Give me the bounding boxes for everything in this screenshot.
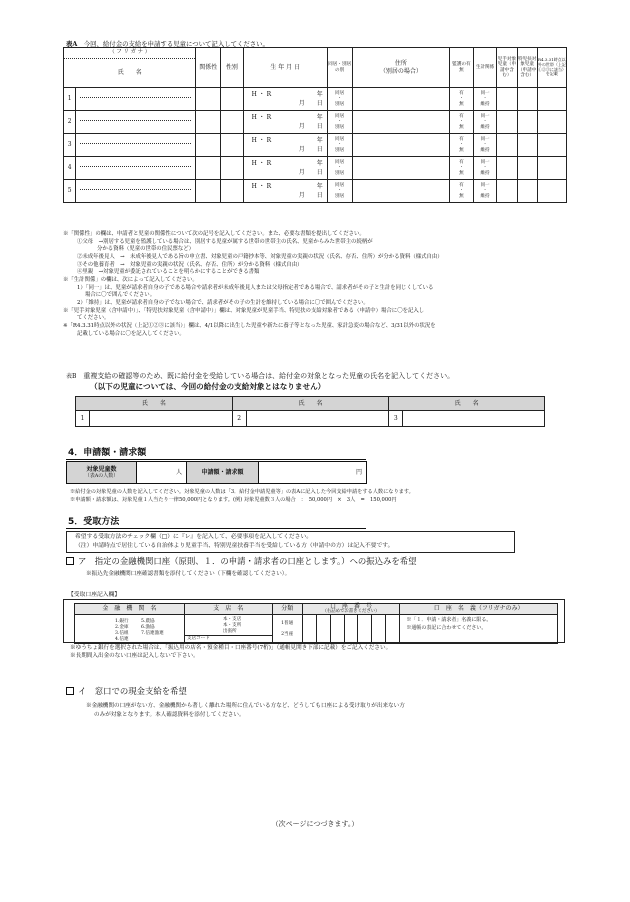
prior-child-name-field[interactable]	[246, 411, 389, 427]
amount-field[interactable]: 円	[259, 462, 367, 484]
address-cell[interactable]	[352, 134, 450, 157]
row-number: 1	[64, 88, 76, 111]
relation-cell[interactable]	[196, 157, 221, 180]
cohab-cell[interactable]: 同居 ・ 別居	[327, 111, 352, 134]
account-digit-3[interactable]	[330, 615, 344, 644]
note-line: ※申請額・請求額は、対象児童１人当たり一律50,000円となります。(例) 対象児童数３人の場合 ： 50,000円 × 3人 = 150,000円	[70, 496, 397, 503]
note-line: ※「関係性」の欄は、申請者と児童の関係性について次の記号を記入してください。また、必要な書類を提出してください。	[63, 231, 365, 237]
custody-cell[interactable]: 有 ・ 無	[450, 134, 474, 157]
note-line: 場合に〇で囲んでください。	[85, 292, 156, 299]
livelihood-cell[interactable]: 同一 ・ 維持	[473, 111, 497, 134]
table-b	[75, 396, 545, 427]
special-allowance-cell[interactable]	[517, 134, 537, 157]
bank-name-header: 金 融 機 関 名	[75, 604, 185, 615]
table-row	[64, 134, 567, 157]
gender-cell[interactable]	[221, 134, 243, 157]
note-line: 2）「維持」は、児童が請求者自身の子でない場合で、請求者がその子の生計を維持している場合に〇で囲んでください。	[77, 300, 369, 307]
table-row	[64, 88, 567, 111]
gender-cell[interactable]	[221, 111, 243, 134]
account-holder-field[interactable]: ※「１．申請・請求者」名義に限る。 ※通帳の表記に合わせてください。	[400, 615, 558, 644]
note-line: ※「児手対象児童（含申請中）」、「特児扶対象児童（含申請中）」欄は、対象児童が児童手当、特児扶の支給対象者である（申請中）場合に〇を記入し	[63, 307, 425, 314]
note-line: 1）「同一」は、児童が請求者自身の子である場合や請求者が未成年後見人または父母指定者である場合で、請求者がその子と生計を同じくしている	[77, 284, 434, 291]
address-sub: （別居の場合）	[379, 67, 422, 75]
table-a-notes	[63, 231, 573, 338]
note-line: 記載している場合に〇を記入してください。	[77, 330, 185, 337]
address-cell[interactable]	[352, 180, 450, 203]
child-count-field[interactable]: 人	[137, 462, 187, 484]
section-4-title: 4．申請額・請求額	[68, 448, 147, 458]
other-status-cell[interactable]	[537, 180, 566, 203]
other-status-cell[interactable]	[537, 111, 566, 134]
row-number: 5	[64, 180, 76, 203]
branch-name-field[interactable]: 本・支店 本・支所 出張所 支店コード	[184, 615, 272, 644]
name-cell[interactable]	[76, 111, 196, 134]
dob-header: 生 年 月 日	[243, 48, 327, 88]
address-cell[interactable]	[352, 157, 450, 180]
name-header: 氏 名	[117, 68, 142, 76]
account-number-header: 口 座 番 号	[329, 603, 372, 610]
special-allowance-header: 特児扶対象児童（申請中含む）	[517, 48, 537, 88]
row-number: 1	[76, 411, 90, 427]
note-line: ※ゆうちょ銀行を選択された場合は、「振込用の店名・預金種目・口座番号(7桁)」（通帳見開き下部に記載）をご記入ください。	[70, 645, 392, 651]
dob-cell[interactable]: H ・ R 年 月 日	[243, 157, 327, 180]
child-allowance-cell[interactable]	[497, 180, 517, 203]
name-cell[interactable]	[76, 157, 196, 180]
special-allowance-cell[interactable]	[517, 111, 537, 134]
note-line: ※長期間入出金のない口座は記入しないで下さい。	[70, 653, 199, 660]
name-cell[interactable]	[76, 88, 196, 111]
furigana-header: （ フ リ ガ ナ ）	[64, 49, 195, 59]
amount-table	[66, 461, 367, 484]
bank-transfer-checkbox[interactable]	[66, 557, 74, 565]
note-line: のみが対象となります。本人確認資料を添付してください。	[94, 711, 245, 718]
prior-child-name-field[interactable]	[403, 411, 545, 427]
livelihood-cell[interactable]: 同一 ・ 維持	[473, 157, 497, 180]
note-line: ②未成年後見人 → 未成年後見人である旨の申立書、対象児童の戸籍抄本等、対象児童の実親の状況（氏名、存否、住所）が分かる資料（様式自由）	[77, 254, 443, 261]
livelihood-cell[interactable]: 同一 ・ 維持	[473, 180, 497, 203]
address-cell[interactable]	[352, 111, 450, 134]
prior-child-name-field[interactable]	[89, 411, 232, 427]
note-line: ③その他養育者 → 対象児童の実親の状況（氏名、存否、住所）が分かる資料（様式自由）	[77, 261, 303, 268]
special-allowance-cell[interactable]	[517, 180, 537, 203]
continued-footer: （次ページにつづきます。）	[271, 820, 359, 828]
dob-cell[interactable]: H ・ R 年 月 日	[243, 180, 327, 203]
row-number: 3	[64, 134, 76, 157]
account-digit-4[interactable]	[344, 615, 358, 644]
bank-notes	[70, 644, 391, 660]
bank-name-field[interactable]: 1.銀行 5.農協 2.金庫 6.漁協 3.信組 7.信連漁連 4.信連	[75, 615, 185, 644]
relation-cell[interactable]	[196, 88, 221, 111]
row-number: 4	[64, 157, 76, 180]
cohab-cell[interactable]: 同居 ・ 別居	[327, 88, 352, 111]
bank-transfer-note: ※振込先金融機関口座確認書類を添付してください（下欄を確認してください）。	[86, 571, 291, 577]
note-line: ①父母 →別居する児童を監護している場合は、別居する児童が属する世帯の世帯主の氏名、児童からみた世帯主の続柄が	[77, 238, 373, 245]
other-status-cell[interactable]	[537, 157, 566, 180]
dob-cell[interactable]: H ・ R 年 月 日	[243, 111, 327, 134]
note-line: 分かる資料（児童の世帯の住民票など）	[97, 246, 195, 253]
dob-cell[interactable]: H ・ R 年 月 日	[243, 88, 327, 111]
other-status-header: R4.3.31時点以外の世帯（上記①②③に該当）を記載	[537, 48, 566, 88]
name-header: 氏 名	[389, 397, 545, 411]
receipt-instructions: 希望する受取方法のチェック欄（□）に『レ』を記入して、必要事項を記入してください。 （注）申請時点で居住している自治体より児童手当、特別児童扶養手当を受給している方（申請中の方）は記入不要です。	[66, 531, 515, 553]
gender-cell[interactable]	[221, 180, 243, 203]
section-5-title: 5．受取方法	[68, 517, 120, 527]
table-row	[64, 157, 567, 180]
child-allowance-header: 児手対象児童（申請中含む）	[497, 48, 517, 88]
other-status-cell[interactable]	[537, 134, 566, 157]
livelihood-cell[interactable]: 同一 ・ 維持	[473, 134, 497, 157]
note-line: ④里親 →対象児童が委託されていることを明らかにすることができる書類	[77, 269, 260, 276]
section-4-underline	[66, 459, 366, 460]
gender-cell[interactable]	[221, 88, 243, 111]
custody-header: 監護の有無	[450, 48, 474, 88]
cohab-cell[interactable]: 同居 ・ 別居	[327, 180, 352, 203]
section-5-underline	[66, 528, 366, 529]
table-b-title: 表B 重複支給の確認等のため、既に給付金を受給している場合は、給付金の対象となった児童の氏名を記入してください。	[66, 372, 455, 380]
row-number: 3	[389, 411, 403, 427]
account-digit-5[interactable]	[358, 615, 372, 644]
custody-cell[interactable]: 有 ・ 無	[450, 88, 474, 111]
note-line: ※「R4.3.31時点以外の状況（上記①②③に該当）」欄は、4/1以降に出生した児童や新たに養子等となった児童、家計急変の場合など、3/31以外の状況を	[63, 323, 436, 330]
cash-pickup-notes	[86, 702, 405, 719]
special-allowance-cell[interactable]	[517, 88, 537, 111]
custody-cell[interactable]: 有 ・ 無	[450, 111, 474, 134]
other-status-cell[interactable]	[537, 88, 566, 111]
bank-account-table	[74, 603, 558, 644]
relation-cell[interactable]	[196, 111, 221, 134]
name-header: 氏 名	[76, 397, 233, 411]
row-number: 2	[64, 111, 76, 134]
option-cash-pickup: イ 窓口での現金支給を希望	[66, 686, 187, 697]
table-a	[63, 47, 567, 203]
account-kind-header: 分類	[272, 604, 302, 615]
child-allowance-cell[interactable]	[497, 134, 517, 157]
account-number-sub: （右詰めでお書きください）	[322, 609, 380, 614]
name-cell[interactable]	[76, 134, 196, 157]
child-allowance-cell[interactable]	[497, 157, 517, 180]
custody-cell[interactable]: 有 ・ 無	[450, 157, 474, 180]
child-allowance-cell[interactable]	[497, 88, 517, 111]
bank-account-label: 【受取口座記入欄】	[68, 592, 121, 598]
name-header: 氏 名	[232, 397, 389, 411]
table-b-subtitle: （以下の児童については、今回の給付金の支給対象とはなりません）	[90, 382, 326, 391]
amount-notes	[70, 489, 414, 504]
note-line: ※金融機関の口座がない方、金融機関から著しく離れた場所に住んでいる方など、どうしても口座による受け取りが出来ない方	[86, 703, 405, 709]
note-line: てください。	[77, 315, 110, 322]
child-count-sub: （表Aの人数）	[84, 473, 119, 480]
livelihood-cell[interactable]: 同一 ・ 維持	[473, 88, 497, 111]
custody-cell[interactable]: 有 ・ 無	[450, 180, 474, 203]
branch-code-label: 支店コード	[186, 636, 210, 642]
amount-label: 申請額・請求額	[187, 462, 259, 484]
dob-cell[interactable]: H ・ R 年 月 日	[243, 134, 327, 157]
row-number: 2	[232, 411, 246, 427]
address-header: 住所	[394, 60, 407, 67]
cash-pickup-checkbox[interactable]	[66, 687, 74, 695]
account-digit-7[interactable]	[386, 615, 400, 644]
account-digit-6[interactable]	[372, 615, 386, 644]
cohab-header: 同居・別居の別	[327, 48, 352, 88]
option-bank-transfer: ア 指定の金融機関口座（原則、１．の申請・請求者の口座とします。）への振込みを希望	[66, 556, 417, 567]
livelihood-header: 生計関係	[473, 48, 497, 88]
table-row	[64, 180, 567, 203]
address-cell[interactable]	[352, 88, 450, 111]
note-line: ※給付金の対象児童の人数を記入してください。対象児童の人数は「3．給付金申請児童等」の表Aに記入した今回支給申請をする人数になります。	[70, 489, 414, 495]
table-a-title: 表A 今回、給付金の支給を申請する児童について記入してください。	[66, 40, 269, 48]
child-count-label: 対象児童数	[86, 465, 117, 473]
account-digit-2[interactable]	[316, 615, 330, 644]
account-kind-field[interactable]: 1普通 2当座	[272, 615, 302, 644]
cohab-cell[interactable]: 同居 ・ 別居	[327, 134, 352, 157]
special-allowance-cell[interactable]	[517, 157, 537, 180]
child-allowance-cell[interactable]	[497, 111, 517, 134]
account-holder-header: 口 座 名 義（フリガナのみ）	[400, 604, 558, 615]
branch-name-header: 支 店 名	[184, 604, 272, 615]
relation-cell[interactable]	[196, 134, 221, 157]
table-row	[64, 111, 567, 134]
relation-header: 関係性	[196, 48, 221, 88]
note-line: ※「生計関係」の欄は、次によって記入してください。	[63, 277, 198, 284]
gender-cell[interactable]	[221, 157, 243, 180]
name-cell[interactable]	[76, 180, 196, 203]
gender-header: 性別	[221, 48, 243, 88]
relation-cell[interactable]	[196, 180, 221, 203]
account-digit-1[interactable]	[302, 615, 316, 644]
cohab-cell[interactable]: 同居 ・ 別居	[327, 157, 352, 180]
